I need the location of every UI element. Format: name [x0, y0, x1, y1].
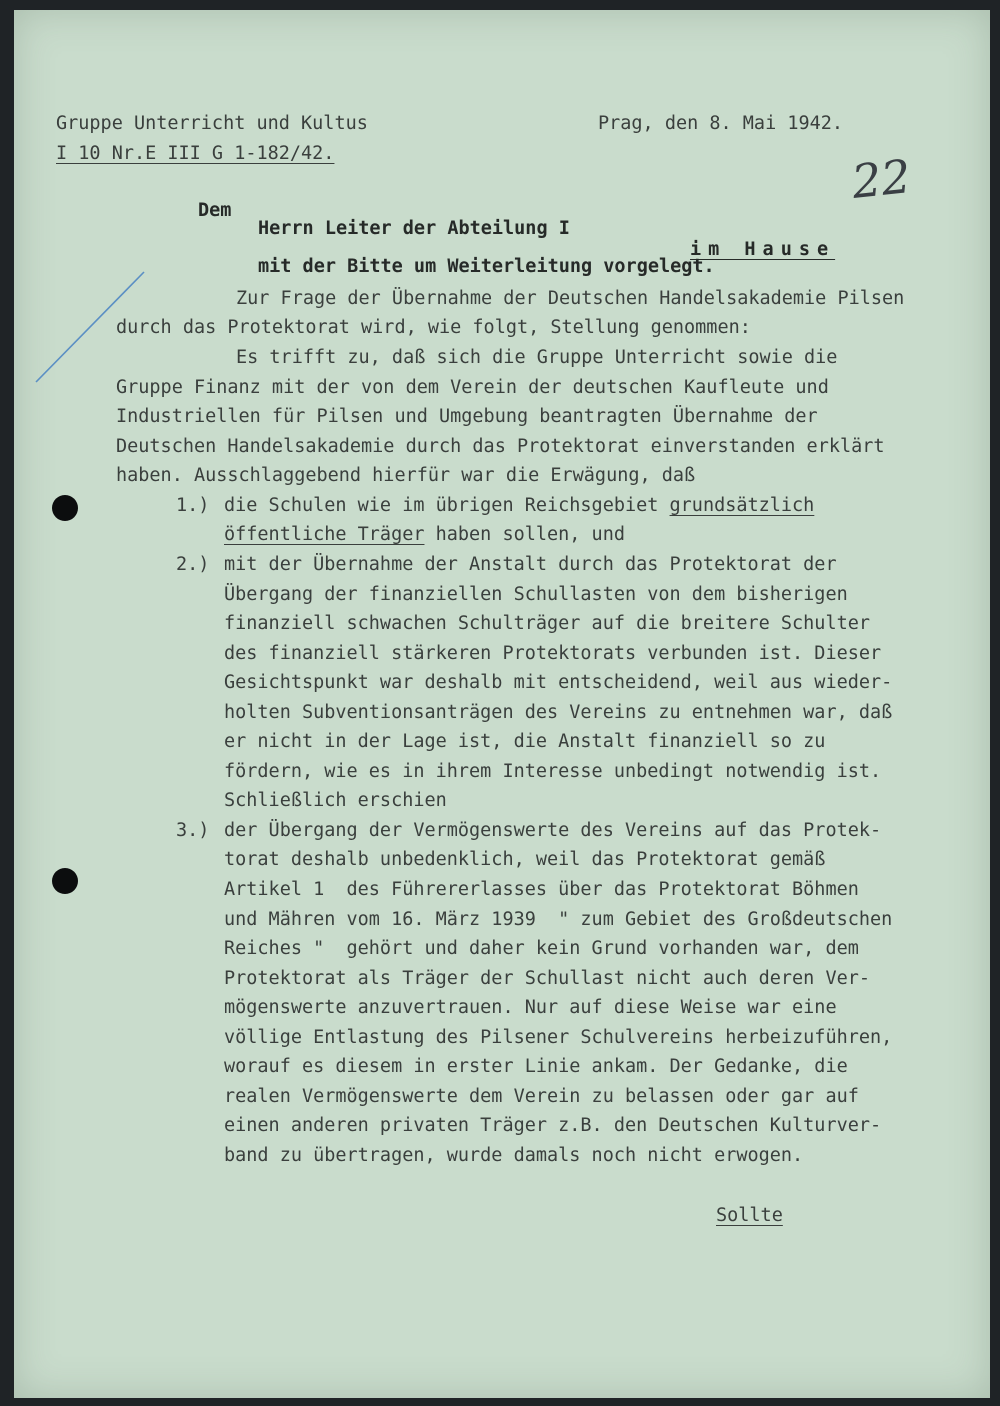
item-line: fördern, wie es in ihrem Interesse unbedingt notwendig ist.	[224, 761, 882, 782]
item-line: mit der Übernahme der Anstalt durch das Protektorat der	[224, 554, 837, 575]
item-number: 2.)	[176, 554, 210, 575]
item-line: finanziell schwachen Schulträger auf die breitere Schulter	[224, 613, 871, 634]
recipient: Herrn Leiter der Abteilung I	[258, 218, 570, 239]
place-and-date: Prag, den 8. Mai 1942.	[598, 113, 844, 134]
department-name: Gruppe Unterricht und Kultus	[56, 113, 368, 134]
item-line: die Schulen wie im übrigen Reichsgebiet grundsätzlich	[224, 495, 815, 516]
paragraph-line: Es trifft zu, daß sich die Gruppe Unterricht sowie die	[236, 347, 838, 368]
document-page	[14, 10, 990, 1398]
item-line: holten Subventionsanträgen des Vereins zu entnehmen war, daß	[224, 702, 893, 723]
intro-line: Zur Frage der Übernahme der Deutschen Handelsakademie Pilsen	[236, 288, 905, 309]
item-line: des finanziell stärkeren Protektorats verbunden ist. Dieser	[224, 643, 882, 664]
intro-line: durch das Protektorat wird, wie folgt, Stellung genommen:	[116, 317, 751, 338]
item-line: realen Vermögenswerte dem Verein zu belassen oder gar auf	[224, 1086, 859, 1107]
reference-number: I 10 Nr.E III G 1-182/42.	[56, 143, 335, 164]
item-line: der Übergang der Vermögenswerte des Vereins auf das Protek-	[224, 820, 882, 841]
item-line: Übergang der finanziellen Schullasten von dem bisherigen	[224, 584, 848, 605]
item-line: mögenswerte anzuvertrauen. Nur auf diese Weise war eine	[224, 997, 837, 1018]
item-line: einen anderen privaten Träger z.B. den Deutschen Kulturver-	[224, 1115, 882, 1136]
item-line: und Mähren vom 16. März 1939 " zum Gebiet des Großdeutschen	[224, 909, 893, 930]
handwritten-folio-number: 22	[849, 149, 914, 209]
item-line: Schließlich erschien	[224, 790, 447, 811]
item-line: Gesichtspunkt war deshalb mit entscheidend, weil aus wieder-	[224, 672, 893, 693]
item-line: band zu übertragen, wurde damals noch nicht erwogen.	[224, 1145, 804, 1166]
item-number: 1.)	[176, 495, 210, 516]
item-line: Artikel 1 des Führererlasses über das Protektorat Böhmen	[224, 879, 859, 900]
punch-hole	[52, 868, 78, 894]
in-house-note: im Hause	[690, 239, 836, 260]
paragraph-line: Gruppe Finanz mit der von dem Verein der deutschen Kaufleute und	[116, 377, 829, 398]
paragraph-line: Deutschen Handelsakademie durch das Protektorat einverstanden erklärt	[116, 436, 885, 457]
item-line: er nicht in der Lage ist, die Anstalt finanziell so zu	[224, 731, 826, 752]
item-line: öffentliche Träger haben sollen, und	[224, 524, 625, 545]
forwarding-request: mit der Bitte um Weiterleitung vorgelegt.	[258, 256, 715, 277]
item-line: Reiches " gehört und daher kein Grund vorhanden war, dem	[224, 938, 859, 959]
punch-hole	[52, 495, 78, 521]
paragraph-line: haben. Ausschlaggebend hierfür war die Erwägung, daß	[116, 465, 696, 486]
catchword: Sollte	[716, 1205, 783, 1226]
salutation: Dem	[198, 200, 232, 221]
paragraph-line: Industriellen für Pilsen und Umgebung beantragten Übernahme der	[116, 406, 818, 427]
item-line: völlige Entlastung des Pilsener Schulvereins herbeizuführen,	[224, 1027, 893, 1048]
item-line: torat deshalb unbedenklich, weil das Protektorat gemäß	[224, 849, 826, 870]
item-line: worauf es diesem in erster Linie ankam. Der Gedanke, die	[224, 1056, 848, 1077]
item-line: Protektorat als Träger der Schullast nicht auch deren Ver-	[224, 968, 871, 989]
item-number: 3.)	[176, 820, 210, 841]
